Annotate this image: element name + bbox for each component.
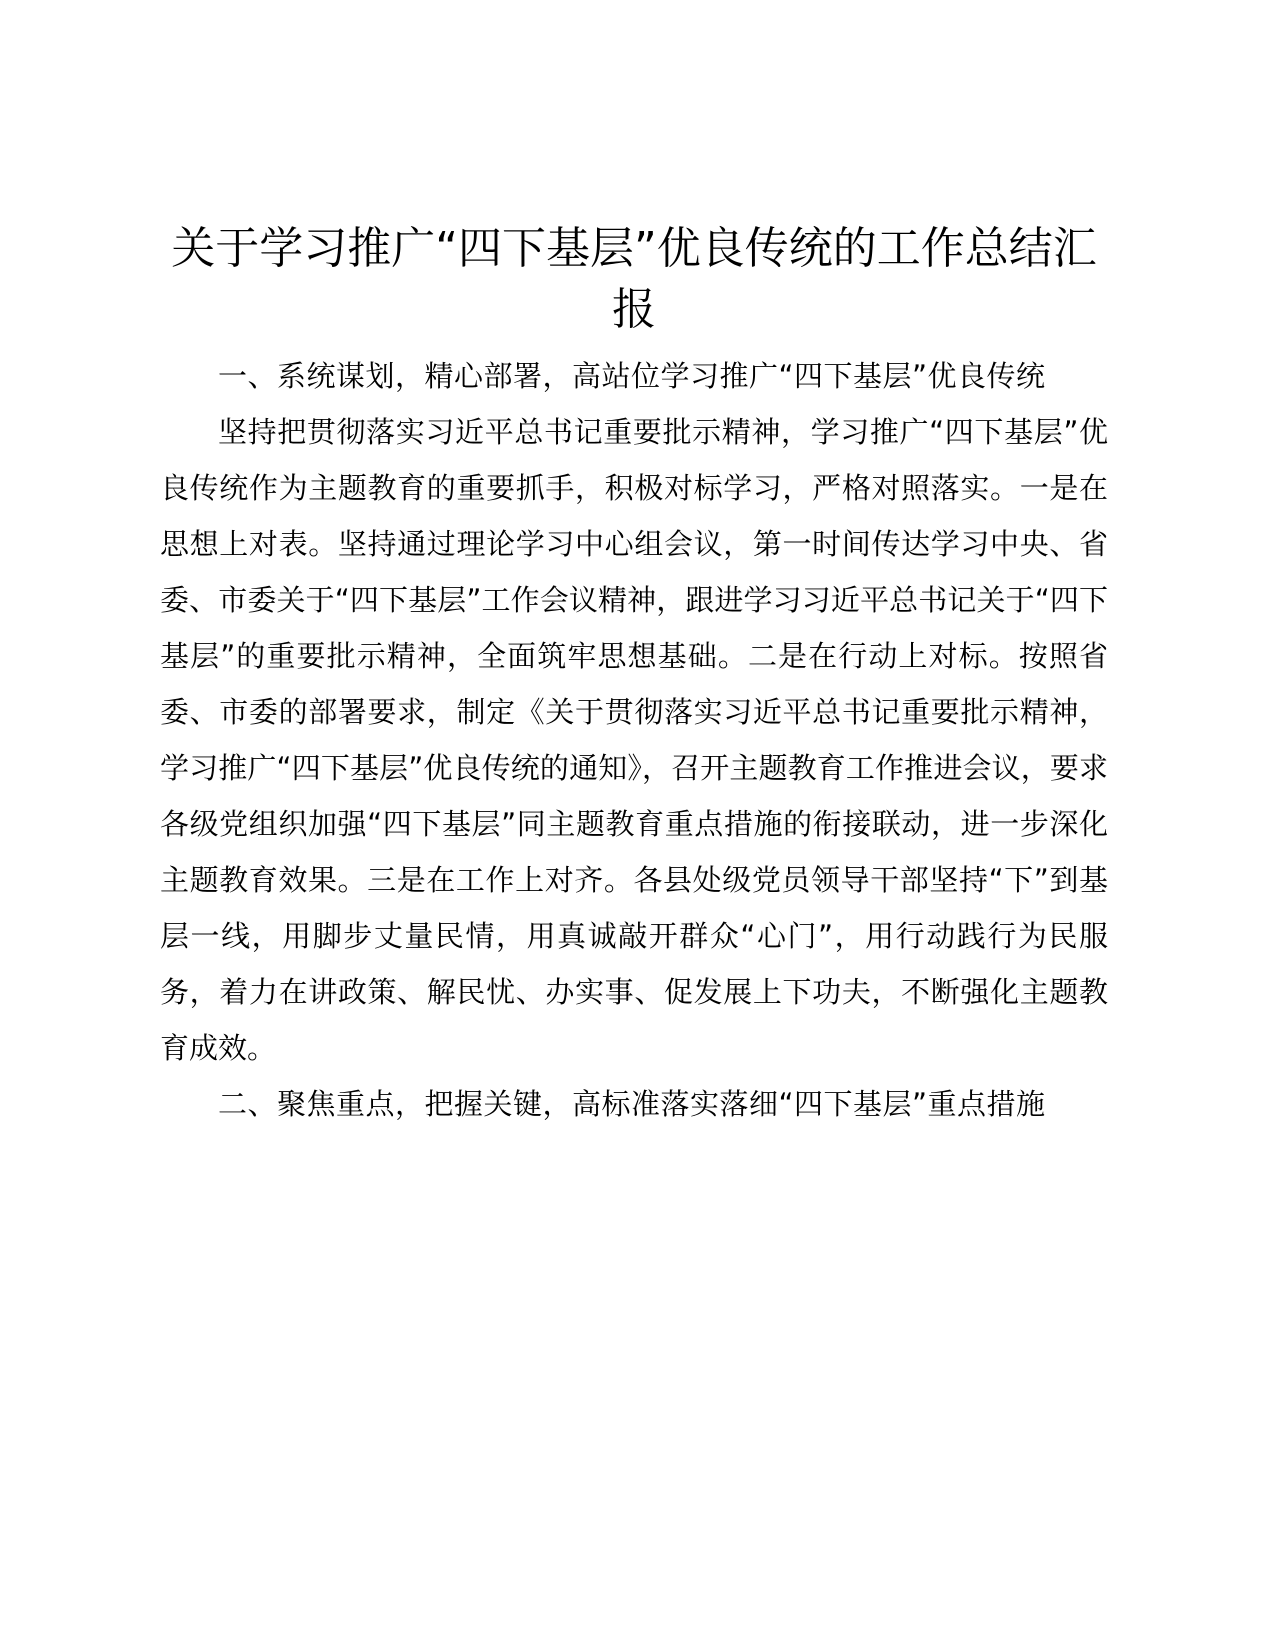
section-heading-1: 一、系统谋划，精心部署，高站位学习推广“四下基层”优良传统 — [218, 359, 1046, 393]
document-body — [160, 218, 1108, 1132]
title-spacer — [160, 340, 1108, 348]
section-paragraph-1: 坚持把贯彻落实习近平总书记重要批示精神，学习推广“四下基层”优良传统作为主题教育的重要抓手，积极对标学习，严格对照落实。一是在思想上对表。坚持通过理论学习中心组会议，第一时间传达学习中央、省委、市委关于“四下基层”工作会议精神，跟进学习习近平总书记关于“四下基层”的重要批示精神，全面筑牢思想基础。二是在行动上对标。按照省委、市委的部署要求，制定《关于贯彻落实习近平总书记重要批示精神，学习推广“四下基层”优良传统的通知》，召开主题教育工作推进会议，要求各级党组织加强“四下基层”同主题教育重点措施的衔接联动，进一步深化主题教育效果。三是在工作上对齐。各县处级党员领导干部坚持“下”到基层一线，用脚步丈量民情，用真诚敲开群众“心门”，用行动践行为民服务，着力在讲政策、解民忧、办实事、促发展上下功夫，不断强化主题教育成效。 — [160, 415, 1108, 1065]
section-heading-2: 二、聚焦重点，把握关键，高标准落实落细“四下基层”重点措施 — [218, 1087, 1046, 1121]
document-title: 关于学习推广“四下基层”优良传统的工作总结汇报 — [171, 223, 1097, 335]
